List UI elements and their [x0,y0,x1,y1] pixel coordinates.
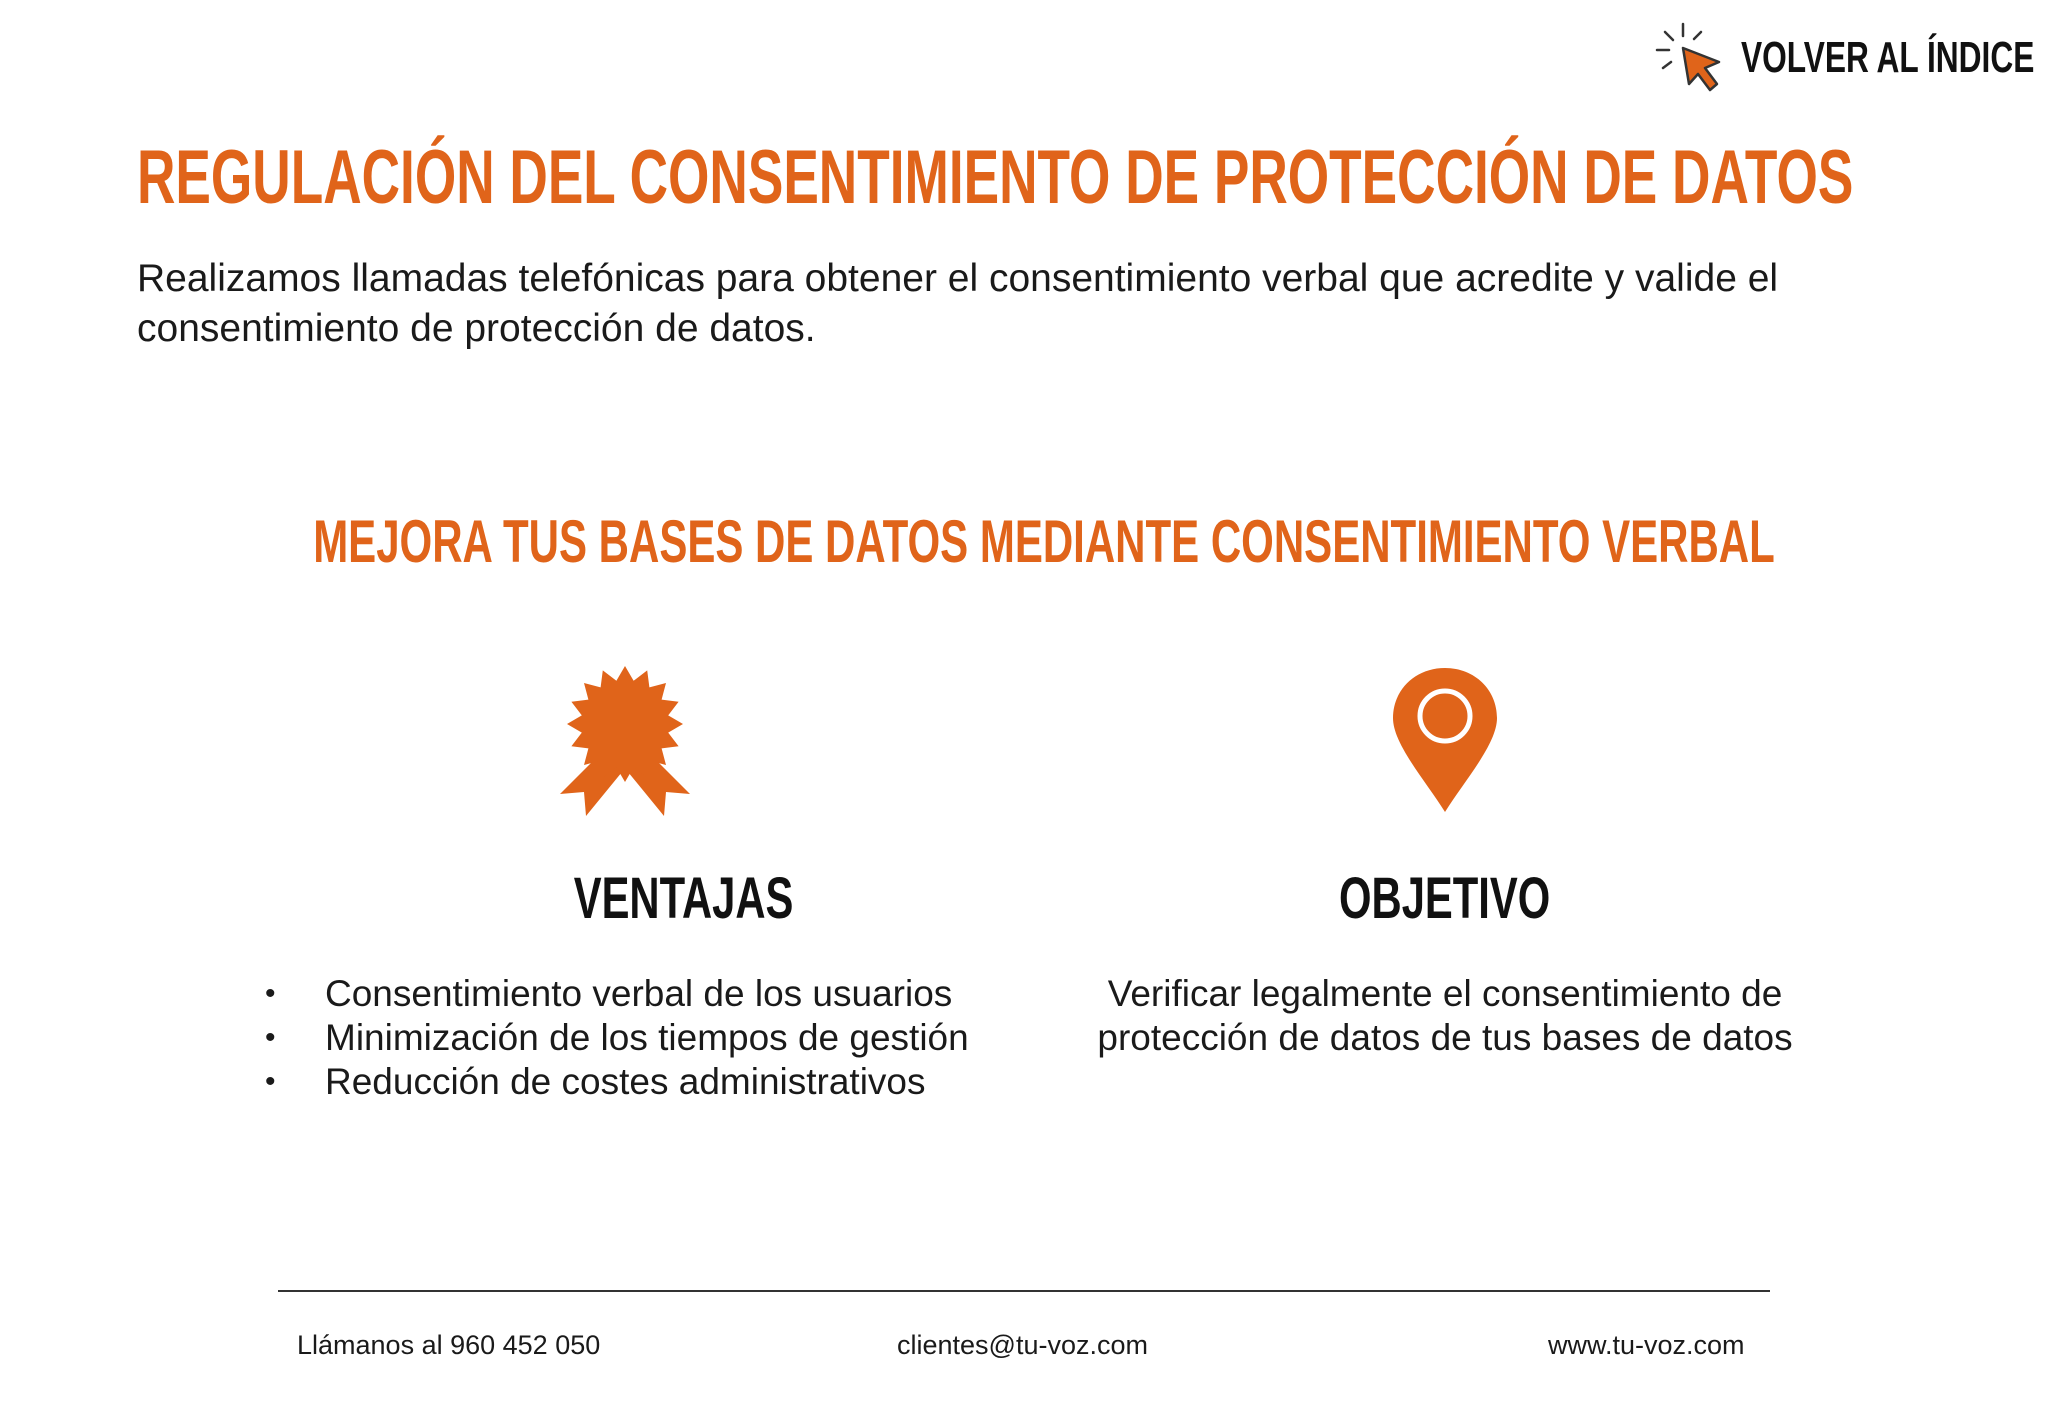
intro-paragraph: Realizamos llamadas telefónicas para obtener el consentimiento verbal que acredite y valide el consentimiento de protección de datos. [137,257,1779,350]
back-to-index-link[interactable] [1653,20,2034,96]
list-item: • Reducción de costes administrativos [265,1060,969,1104]
cursor-click-icon [1653,20,1727,96]
section-heading-text: MEJORA TUS BASES DE DATOS MEDIANTE CONSENTIMIENTO VERBAL [313,508,1775,575]
footer-phone: Llámanos al 960 452 050 [297,1330,601,1360]
list-item: • Minimización de los tiempos de gestión [265,1016,969,1060]
advantages-icon-wrap [215,660,1035,820]
objective-heading [1035,866,1855,931]
back-to-index-label: VOLVER AL ÍNDICE [1740,33,2034,82]
advantages-list [265,972,969,1104]
location-pin-icon [1385,660,1505,820]
objective-text: Verificar legalmente el consentimiento de protección de datos de tus bases de datos [1097,973,1793,1058]
footer-website-link[interactable]: www.tu-voz.com [1548,1330,1745,1360]
list-item: • Consentimiento verbal de los usuarios [265,972,969,1016]
objective-heading-text: OBJETIVO [1339,866,1551,931]
award-badge-icon [540,660,710,820]
footer-divider [278,1290,1770,1292]
footer-email-link[interactable]: clientes@tu-voz.com [897,1330,1148,1360]
objective-icon-wrap [1035,660,1855,820]
advantages-heading [215,866,1035,931]
section-heading [0,508,2048,575]
advantages-heading-text: VENTAJAS [573,866,794,931]
page-title: REGULACIÓN DEL CONSENTIMIENTO DE PROTECCIÓN DE DATOS [137,135,1854,220]
